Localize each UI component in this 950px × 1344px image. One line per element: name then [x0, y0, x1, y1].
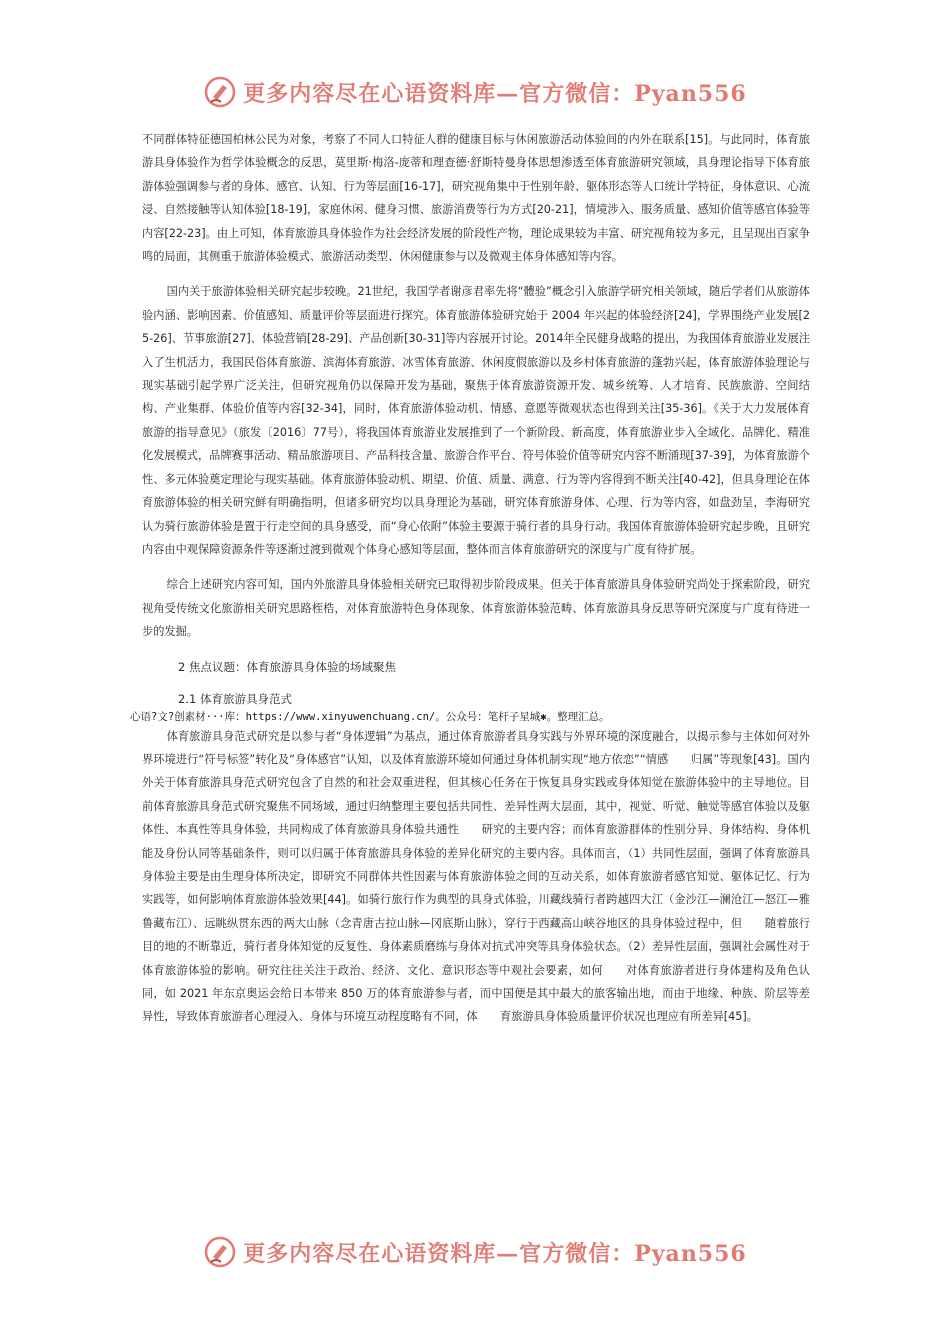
source-watermark-line: 心语?文?创素材···库：https://www.xinyuwenchuang.cn/。公众号：笔杆子星城✱。整理汇总。 — [130, 710, 610, 723]
header-banner — [0, 72, 950, 112]
paragraph-4: 体育旅游具身范式研究是以参与者“身体逻辑”为基点，通过体育旅游者具身实践与外界环境的深度融合，以揭示参与主体如何对外界环境进行“符号标签”转化及“身体感官”认知，以及体育旅游环境如何通过身体机制实现“地方依恋”“情感 归属”等现象[43]。国内外关于体育旅游具身范式研究包含了自然的和社会双重进程，但其核心任务在于恢复具身实践或身体知觉在旅游体验中的主导地位。目前体育旅游具身范式研究聚焦不同场域，通过归纳整理主要包括共同性、差异性两大层面，其中，视觉、听觉、触觉等感官体验以及躯体性、本真性等具身体验，共同构成了体育旅游具身体验共通性 研究的主要内容；而体育旅游群体的性别分异、身体结构、身体机能及身份认同等基础条件，则可以归属于体育旅游具身体验的差异化研究的主要内容。具体而言，（1）共同性层面，强调了体育旅游具身体验主要是由生理身体所决定，即研究不同群体共性因素与体育旅游体验之间的互动关系，如体育旅游者感官知觉、躯体记忆、行为实践等，如何影响体育旅游体验效果[44]。如骑行旅行作为典型的具身式体验，川藏线骑行者跨越四大江（金沙江—澜沧江—怒江—雅鲁藏布江）、远眺纵贯东西的两大山脉（念青唐古拉山脉—冈底斯山脉），穿行于西藏高山峡谷地区的具身体验过程中，但 随着旅行目的地的不断靠近，骑行者身体知觉的反复性、身体素质磨练与身体对抗式冲突等具身体验状态。（2）差异性层面，强调社会属性对于体育旅游体验的影响。研究往往关注于政治、经济、文化、意识形态等中观社会要素，如何 对体育旅游者进行身体建构及角色认同，如 2021 年东京奥运会给日本带来 850 万的体育旅游参与者，而中国便是其中最大的旅客输出地，而由于地缘、种族、阶层等差异性，导致体育旅游者心理浸入、身体与环境互动程度略有不同，体 育旅游具身体验质量评价状况也理应有所差异[45]。 — [142, 729, 810, 1024]
paragraph-3: 综合上述研究内容可知，国内外旅游具身体验相关研究已取得初步阶段成果。但关于体育旅游具身体验研究尚处于探索阶段，研究视角受传统文化旅游相关研究思路桎梏，对体育旅游特色身体现象、体育旅游体验范畴、体育旅游具身反思等研究深度与广度有待进一步的发掘。 — [142, 578, 810, 639]
banner-text: 更多内容尽在心语资料库—官方微信：Pyan556 — [243, 1240, 747, 1267]
banner-text: 更多内容尽在心语资料库—官方微信：Pyan556 — [243, 80, 747, 107]
section-heading: 2 焦点议题：体育旅游具身体验的场域聚焦 — [178, 659, 396, 674]
hand-writing-logo-icon — [203, 1235, 237, 1269]
paragraph-1: 不同群体特征德国柏林公民为对象，考察了不同人口特征人群的健康目标与休闲旅游活动体验间的内外在联系[15]。与此同时，体育旅游具身体验作为哲学体验概念的反思，莫里斯·梅洛-庞蒂和理查德·舒斯特曼身体思想渗透至体育旅游研究领域，具身理论指导下体育旅游体验强调参与者的身体、感官、认知、行为等层面[16-17]，研究视角集中于性别年龄、躯体形态等人口统计学特征，身体意识、心流浸、自然接触等认知体验[18-19]，家庭休闲、健身习惯、旅游消费等行为方式[20-21]，情境涉入、服务质量、感知价值等感官体验等内容[22-23]。由上可知，体育旅游具身体验作为社会经济发展的阶段性产物，理论成果较为丰富、研究视角较为多元，且呈现出百家争鸣的局面，其侧重于旅游体验模式、旅游活动类型、休闲健康参与以及微观主体身体感知等内容。 — [142, 133, 810, 264]
document-body — [130, 128, 810, 1041]
hand-writing-logo-icon — [203, 75, 237, 109]
footer-banner — [0, 1232, 950, 1272]
paragraph-2: 国内关于旅游体验相关研究起步较晚。21世纪，我国学者谢彦君率先将“體验”概念引入旅游学研究相关领域，随后学者们从旅游体验内涵、影响因素、价值感知、质量评价等层面进行探究。体育旅游体验研究始于 2004 年兴起的体验经济[24]，学界围绕产业发展[25-26]、节事旅游[27]、体验营销[28-29]、产品创新[30-31]等内容展开讨论。2014年全民健身战略的提出，为我国体育旅游业发展注入了生机活力，我国民俗体育旅游、滨海体育旅游、冰雪体育旅游、休闲度假旅游以及乡村体育旅游的蓬勃兴起，体育旅游体验理论与现实基础引起学界广泛关注，但研究视角仍以保障开发为基础，聚焦于体育旅游资源开发、城乡统筹、人才培育、民族旅游、空间结构、产业集群、体验价值等内容[32-34]，同时，体育旅游体验动机、情感、意愿等微观状态也得到关注[35-36]。《关于大力发展体育旅游的指导意见》（旅发〔2016〕77号），将我国体育旅游业发展推到了一个新阶段、新高度，体育旅游业步入全域化、品牌化、精准化发展模式，品牌赛事活动、精品旅游项目、产品科技含量、旅游合作平台、符号体验价值等研究内容不断涌现[37-39]，为体育旅游个性、多元体验奠定理论与现实基础。体育旅游体验动机、期望、价值、质量、满意、行为等内容得到不断关注[40-42]，但具身理论在体育旅游体验的相关研究鲜有明确指明，但诸多研究均以具身理论为基础，研究体育旅游身体、心理、行为等内容，如盘劲呈，李海研究认为骑行旅游体验是置于行走空间的具身感受，而“身心依附”体验主要源于骑行者的具身行动。我国体育旅游体验研究起步晚，且研究内容由中观保障资源条件等逐渐过渡到微观个体身心感知等层面，整体而言体育旅游研究的深度与广度有待扩展。 — [142, 285, 810, 556]
subsection-heading: 2.1 体育旅游具身范式 — [178, 691, 292, 706]
